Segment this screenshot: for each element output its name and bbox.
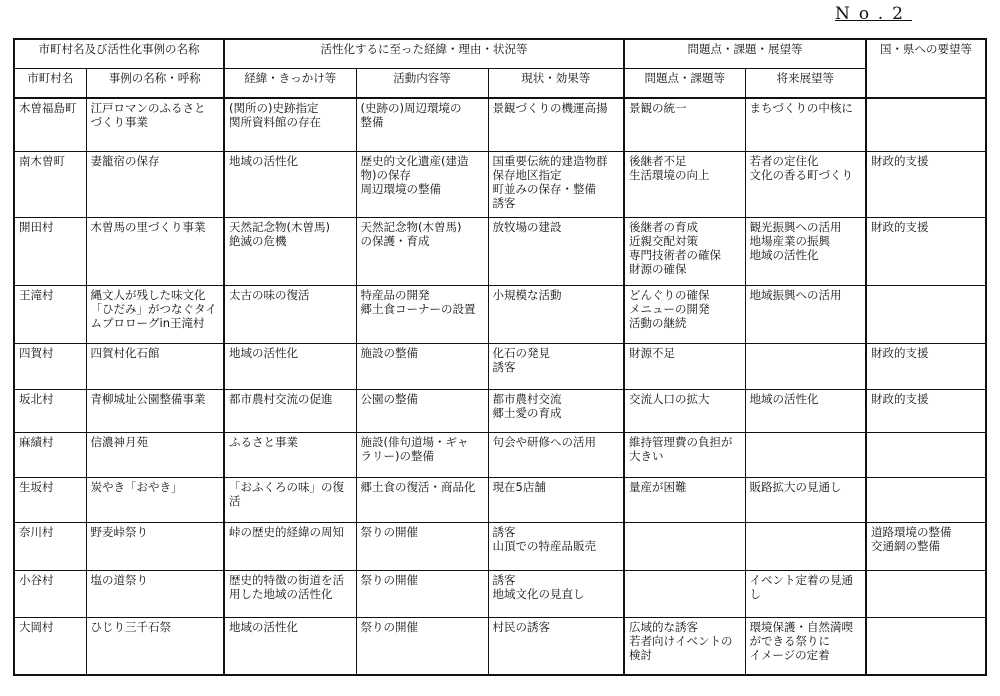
future-cell-line: まちづくりの中核に — [749, 101, 853, 115]
status-cell-line: 小規模な活動 — [492, 287, 562, 302]
activity-cell — [356, 477, 488, 522]
request-cell — [866, 477, 986, 522]
header-case-name: 事例の名称・呼称 — [86, 69, 224, 99]
table-row — [14, 151, 986, 217]
municipality-cell: 木曽福島町 — [14, 98, 86, 151]
case-name-cell — [86, 343, 224, 389]
request-cell — [866, 98, 986, 151]
issues-cell-line: どんぐりの確保 — [629, 287, 710, 302]
status-cell-line: 誘客 — [492, 524, 516, 539]
background-cell-line: 峠の歴史的経緯の周知 — [229, 524, 344, 539]
issues-cell-line: 景観の統一 — [629, 101, 687, 115]
case-name-cell-line: 妻籠宿の保存 — [90, 153, 160, 168]
future-cell-line: イベント定着の見通 — [749, 572, 854, 587]
status-cell — [488, 151, 624, 217]
header-row-2 — [14, 69, 986, 99]
background-cell-line: ふるさと事業 — [229, 434, 298, 449]
issues-cell-line: 後継者の育成 — [629, 219, 699, 234]
table-row — [14, 389, 986, 432]
issues-cell-line: 活動の継続 — [629, 315, 687, 330]
future-cell-line: し — [749, 586, 762, 601]
request-cell — [866, 151, 986, 217]
issues-cell-line: 財源の確保 — [629, 261, 687, 276]
status-cell-line: 都市農村交流 — [492, 391, 562, 406]
future-cell — [745, 570, 866, 617]
header-municipality: 市町村名 — [14, 69, 86, 99]
activity-cell-line: 特産品の開発 — [360, 287, 430, 302]
activity-cell — [356, 98, 488, 151]
future-cell — [745, 98, 866, 151]
future-cell — [745, 432, 866, 477]
future-cell — [745, 343, 866, 389]
municipality-cell: 王滝村 — [14, 285, 86, 343]
background-cell — [224, 432, 356, 477]
case-name-cell-line: ムプロローグin王滝村 — [90, 315, 205, 330]
status-cell — [488, 389, 624, 432]
background-cell — [224, 522, 356, 570]
status-cell-line: 句会や研修への活用 — [492, 434, 596, 449]
future-cell — [745, 522, 866, 570]
issues-cell — [624, 343, 745, 389]
activation-cases-table — [13, 38, 987, 676]
case-name-cell-line: 「ひだみ」がつなぐタイ — [90, 301, 217, 316]
activity-cell-line: 祭りの開催 — [360, 572, 418, 587]
background-cell-line: 地域の活性化 — [229, 153, 298, 168]
municipality-cell: 大岡村 — [14, 617, 86, 675]
municipality-cell: 南木曽町 — [14, 151, 86, 217]
activity-cell — [356, 617, 488, 675]
background-cell-line: 活 — [229, 493, 241, 508]
table-row — [14, 522, 986, 570]
future-cell — [745, 151, 866, 217]
case-name-cell — [86, 285, 224, 343]
future-cell-line: 地域の活性化 — [749, 391, 819, 406]
status-cell-line: 景観づくりの機運高揚 — [492, 101, 608, 115]
background-cell — [224, 285, 356, 343]
activity-cell-line: 歴史的文化遺産(建造 — [360, 153, 469, 168]
future-cell-line: 若者の定住化 — [749, 153, 819, 168]
case-name-cell-line: 木曽馬の里づくり事業 — [90, 219, 206, 234]
future-cell-line: 地場産業の振興 — [749, 233, 831, 248]
background-cell — [224, 343, 356, 389]
header-group-names: 市町村名及び活性化事例の名称 — [14, 39, 224, 69]
issues-cell-line: 財源不足 — [629, 345, 676, 360]
background-cell — [224, 98, 356, 151]
background-cell — [224, 151, 356, 217]
table-row — [14, 432, 986, 477]
activity-cell — [356, 343, 488, 389]
request-cell-line: 財政的支援 — [871, 345, 929, 360]
municipality-cell: 坂北村 — [14, 389, 86, 432]
case-name-cell-line: 炭やき「おやき」 — [90, 479, 183, 494]
case-name-cell — [86, 477, 224, 522]
table-row — [14, 285, 986, 343]
table-row — [14, 477, 986, 522]
background-cell — [224, 570, 356, 617]
status-cell-line: 村民の誘客 — [492, 619, 550, 634]
future-cell — [745, 389, 866, 432]
table-row — [14, 617, 986, 675]
issues-cell — [624, 217, 745, 285]
activity-cell-line: 郷土食コーナーの設置 — [360, 301, 476, 316]
issues-cell-line: 専門技術者の確保 — [629, 247, 722, 262]
future-cell — [745, 617, 866, 675]
status-cell — [488, 285, 624, 343]
case-name-cell-line: づくり事業 — [90, 115, 148, 129]
table-body — [14, 98, 986, 675]
issues-cell — [624, 389, 745, 432]
case-name-cell — [86, 217, 224, 285]
case-name-cell — [86, 522, 224, 570]
activity-cell-line: 施設(俳句道場・ギャ — [360, 434, 469, 449]
future-cell-line: ができる祭りに — [749, 633, 831, 648]
page-number: No.2 — [834, 4, 912, 24]
issues-cell-line: 大きい — [629, 448, 664, 463]
request-cell-line: 財政的支援 — [871, 219, 929, 234]
background-cell — [224, 477, 356, 522]
municipality-cell: 四賀村 — [14, 343, 86, 389]
future-cell-line: 販路拡大の見通し — [749, 479, 842, 494]
future-cell — [745, 477, 866, 522]
status-cell-line: 誘客 — [492, 572, 516, 587]
status-cell-line: 化石の発見 — [492, 345, 550, 360]
header-future: 将来展望等 — [745, 69, 866, 99]
municipality-cell: 麻績村 — [14, 432, 86, 477]
activity-cell — [356, 285, 488, 343]
request-cell — [866, 217, 986, 285]
municipality-cell: 生坂村 — [14, 477, 86, 522]
issues-cell-line: 交流人口の拡大 — [629, 391, 710, 406]
issues-cell — [624, 522, 745, 570]
status-cell — [488, 570, 624, 617]
case-name-cell — [86, 570, 224, 617]
issues-cell — [624, 570, 745, 617]
status-cell-line: 誘客 — [492, 195, 516, 210]
status-cell — [488, 617, 624, 675]
municipality-cell: 開田村 — [14, 217, 86, 285]
status-cell-line: 郷土愛の育成 — [492, 405, 562, 420]
status-cell-line: 放牧場の建設 — [492, 219, 562, 234]
background-cell — [224, 389, 356, 432]
issues-cell — [624, 432, 745, 477]
case-name-cell-line: 青柳城址公園整備事業 — [90, 391, 206, 406]
status-cell-line: 山頂での特産品販売 — [492, 538, 596, 553]
activity-cell-line: 郷土食の復活・商品化 — [360, 479, 476, 494]
table-row — [14, 217, 986, 285]
status-cell — [488, 98, 624, 151]
activity-cell-line: 施設の整備 — [360, 345, 418, 360]
background-cell-line: 用した地域の活性化 — [229, 586, 333, 601]
background-cell — [224, 217, 356, 285]
activity-cell — [356, 432, 488, 477]
header-background: 経緯・きっかけ等 — [224, 69, 356, 99]
status-cell — [488, 432, 624, 477]
background-cell-line: 太古の味の復活 — [229, 287, 310, 302]
case-name-cell-line: 野麦峠祭り — [90, 524, 148, 539]
background-cell-line: 関所資料館の存在 — [229, 115, 321, 129]
issues-cell — [624, 477, 745, 522]
issues-cell-line: 近親交配対策 — [629, 233, 699, 248]
activity-cell-line: 公園の整備 — [360, 391, 418, 406]
activity-cell-line: ラリー)の整備 — [360, 448, 434, 463]
status-cell — [488, 343, 624, 389]
request-cell — [866, 570, 986, 617]
request-cell — [866, 389, 986, 432]
background-cell-line: (関所の)史跡指定 — [229, 101, 319, 115]
table-row — [14, 570, 986, 617]
request-cell-line: 交通網の整備 — [871, 538, 941, 553]
activity-cell-line: 祭りの開催 — [360, 619, 418, 634]
case-name-cell-line: 縄文人が残した味文化 — [90, 287, 206, 302]
background-cell-line: 都市農村交流の促進 — [229, 391, 333, 406]
table-row — [14, 98, 986, 151]
issues-cell — [624, 617, 745, 675]
background-cell-line: 「おふくろの味」の復 — [229, 479, 344, 494]
issues-cell-line: メニューの開発 — [629, 301, 710, 316]
future-cell — [745, 285, 866, 343]
activity-cell-line: 物)の保存 — [360, 167, 411, 182]
request-cell — [866, 285, 986, 343]
future-cell — [745, 217, 866, 285]
issues-cell — [624, 285, 745, 343]
request-cell-line: 財政的支援 — [871, 391, 929, 406]
case-name-cell-line: ひじり三千石祭 — [90, 619, 171, 634]
activity-cell-line: (史跡の)周辺環境の — [360, 101, 462, 115]
future-cell-line: 文化の香る町づくり — [749, 167, 854, 182]
issues-cell-line: 維持管理費の負担が — [629, 434, 733, 449]
header-status: 現状・効果等 — [488, 69, 624, 99]
request-cell — [866, 432, 986, 477]
case-name-cell — [86, 151, 224, 217]
case-name-cell — [86, 432, 224, 477]
future-cell-line: イメージの定着 — [749, 647, 830, 662]
activity-cell — [356, 570, 488, 617]
header-group-background: 活性化するに至った経緯・理由・状況等 — [224, 39, 624, 69]
status-cell — [488, 522, 624, 570]
status-cell — [488, 217, 624, 285]
future-cell-line: 地域振興への活用 — [749, 287, 842, 302]
status-cell-line: 保存地区指定 — [492, 167, 562, 182]
issues-cell-line: 後継者不足 — [629, 153, 687, 168]
status-cell-line: 地域文化の見直し — [492, 586, 585, 601]
future-cell-line: 地域の活性化 — [749, 247, 819, 262]
activity-cell-line: 周辺環境の整備 — [360, 181, 441, 196]
header-activity: 活動内容等 — [356, 69, 488, 99]
case-name-cell — [86, 98, 224, 151]
background-cell-line: 歴史的特徴の街道を活 — [229, 572, 344, 587]
issues-cell — [624, 151, 745, 217]
request-cell-line: 財政的支援 — [871, 153, 929, 168]
request-cell — [866, 343, 986, 389]
activity-cell — [356, 217, 488, 285]
case-name-cell — [86, 617, 224, 675]
background-cell-line: 天然記念物(木曽馬) — [229, 219, 330, 234]
activity-cell-line: 整備 — [360, 115, 384, 129]
issues-cell-line: 検討 — [629, 647, 653, 662]
request-cell-line: 道路環境の整備 — [871, 524, 952, 539]
activity-cell-line: の保護・育成 — [360, 233, 430, 248]
status-cell — [488, 477, 624, 522]
case-name-cell-line: 四賀村化石館 — [90, 345, 160, 360]
activity-cell-line: 天然記念物(木曽馬) — [360, 219, 462, 234]
background-cell — [224, 617, 356, 675]
case-name-cell — [86, 389, 224, 432]
municipality-cell: 小谷村 — [14, 570, 86, 617]
activity-cell-line: 祭りの開催 — [360, 524, 418, 539]
request-cell — [866, 617, 986, 675]
activity-cell — [356, 151, 488, 217]
future-cell-line: 観光振興への活用 — [749, 219, 842, 234]
header-row-1 — [14, 39, 986, 69]
status-cell-line: 町並みの保存・整備 — [492, 181, 596, 196]
issues-cell — [624, 98, 745, 151]
case-name-cell-line: 信濃神月苑 — [90, 434, 148, 449]
issues-cell-line: 若者向けイベントの — [629, 633, 733, 648]
background-cell-line: 地域の活性化 — [229, 345, 298, 360]
header-group-issues: 問題点・課題・展望等 — [624, 39, 866, 69]
table-row — [14, 343, 986, 389]
request-cell — [866, 522, 986, 570]
background-cell-line: 絶滅の危機 — [229, 233, 287, 248]
municipality-cell: 奈川村 — [14, 522, 86, 570]
issues-cell-line: 広域的な誘客 — [629, 619, 699, 634]
status-cell-line: 誘客 — [492, 359, 516, 374]
background-cell-line: 地域の活性化 — [229, 619, 298, 634]
issues-cell-line: 量産が困難 — [629, 479, 687, 494]
activity-cell — [356, 522, 488, 570]
status-cell-line: 国重要伝統的建造物群 — [492, 153, 608, 168]
header-request: 国・県への要望等 — [866, 39, 986, 98]
issues-cell-line: 生活環境の向上 — [629, 167, 710, 182]
header-issues: 問題点・課題等 — [624, 69, 745, 99]
status-cell-line: 現在5店舗 — [492, 479, 546, 494]
case-name-cell-line: 江戸ロマンのふるさと — [90, 101, 206, 115]
future-cell-line: 環境保護・自然満喫 — [749, 619, 854, 634]
case-name-cell-line: 塩の道祭り — [90, 572, 148, 587]
activity-cell — [356, 389, 488, 432]
